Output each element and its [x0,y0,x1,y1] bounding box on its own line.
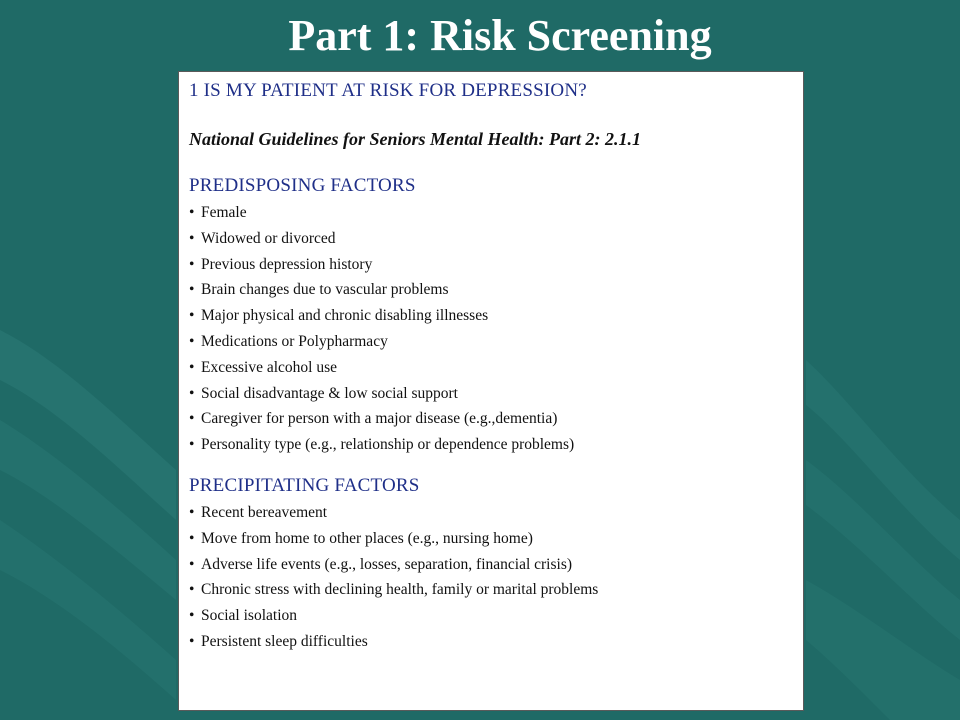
list-item: • Female [189,200,803,226]
bullet-icon: • [189,358,195,376]
bullet-icon: • [189,555,195,573]
list-item: • Personality type (e.g., relationship or dependence problems) [189,432,803,458]
bullet-icon: • [189,384,195,402]
screening-question: 1 IS MY PATIENT AT RISK FOR DEPRESSION? [189,80,587,101]
bullet-icon: • [189,581,195,599]
list-item: • Social disadvantage & low social support [189,381,803,407]
list-item: • Persistent sleep difficulties [189,629,803,655]
list-item: • Major physical and chronic disabling illnesses [189,303,803,329]
bullet-icon: • [189,255,195,273]
list-item: • Excessive alcohol use [189,355,803,381]
list-item: • Chronic stress with declining health, family or marital problems [189,577,803,603]
bullet-icon: • [189,632,195,650]
bullet-icon: • [189,410,195,428]
bullet-icon: • [189,332,195,350]
list-item: • Previous depression history [189,252,803,278]
list-item: • Social isolation [189,603,803,629]
list-item: • Move from home to other places (e.g., nursing home) [189,526,803,552]
precipitating-factors-heading: PRECIPITATING FACTORS [189,474,420,496]
list-item: • Recent bereavement [189,500,803,526]
risk-screening-panel [178,71,804,711]
list-item: • Caregiver for person with a major disease (e.g.,dementia) [189,406,803,432]
bullet-icon: • [189,607,195,625]
list-item: • Widowed or divorced [189,226,803,252]
bullet-icon: • [189,503,195,521]
bullet-icon: • [189,204,195,221]
predisposing-factors-heading: PREDISPOSING FACTORS [189,175,416,196]
guideline-reference: National Guidelines for Seniors Mental Health: Part 2: 2.1.1 [189,129,642,149]
bullet-icon: • [189,436,195,454]
precipitating-factors-list [189,500,803,655]
slide-title: Part 1: Risk Screening [288,11,712,60]
bullet-icon: • [189,281,195,299]
list-item: • Adverse life events (e.g., losses, separation, financial crisis) [189,552,803,578]
predisposing-factors-list [189,200,803,458]
bullet-icon: • [189,229,195,247]
list-item: • Medications or Polypharmacy [189,329,803,355]
list-item: • Brain changes due to vascular problems [189,277,803,303]
bullet-icon: • [189,529,195,547]
bullet-icon: • [189,307,195,325]
